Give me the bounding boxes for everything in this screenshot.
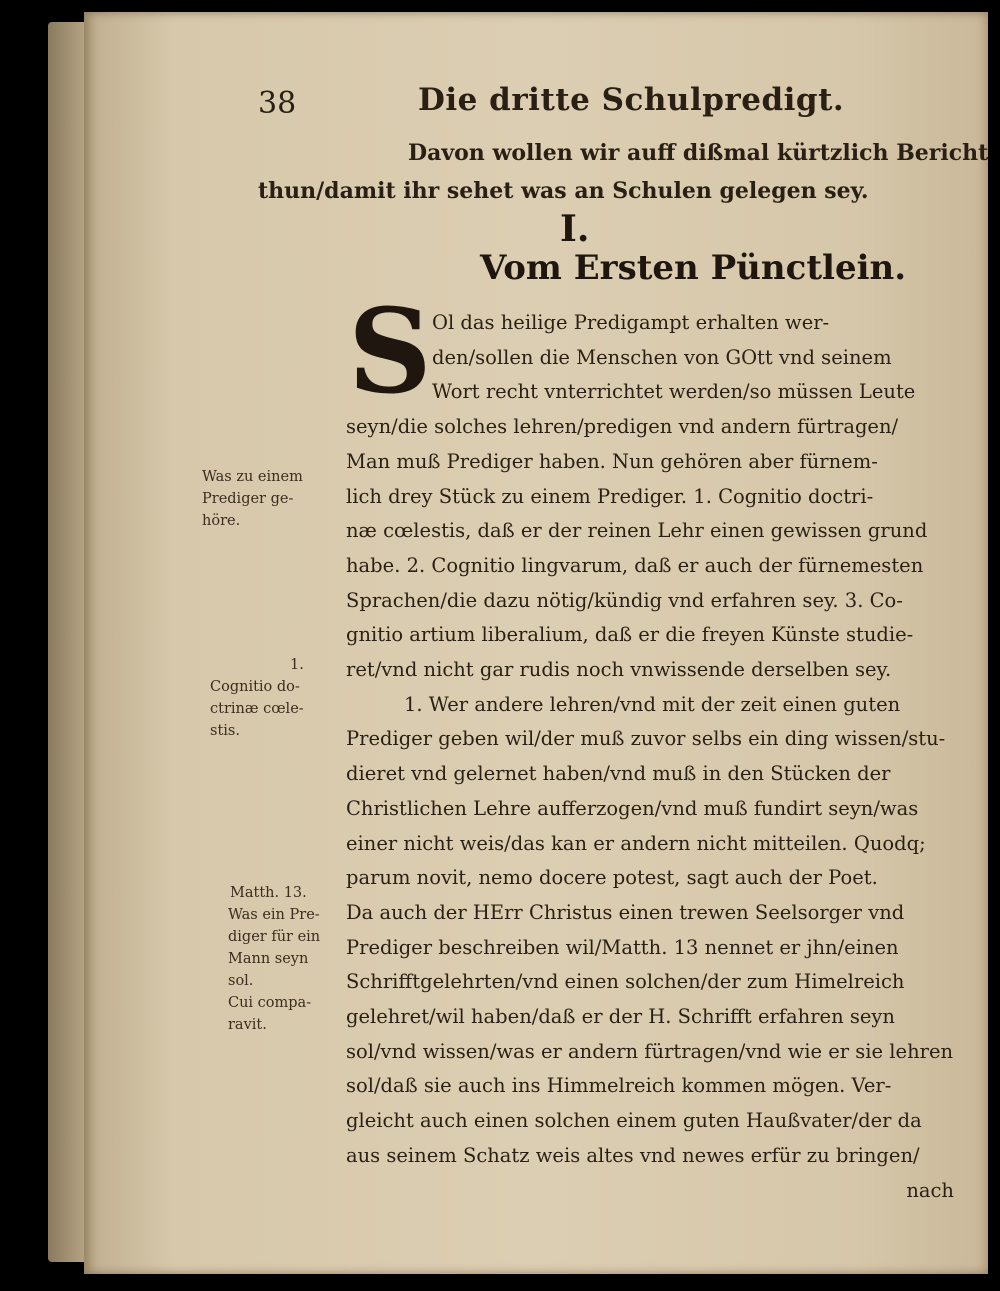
body-line: Ol das heilige Predigampt erhalten wer- (432, 311, 830, 334)
body-line: einer nicht weis/das kan er andern nicht mitteilen. Quodq; (346, 831, 926, 855)
body-line: Man muß Prediger haben. Nun gehören aber fürnem- (346, 449, 878, 473)
margin-note-line: höre. (202, 513, 241, 529)
body-line: sol/vnd wissen/was er andern fürtragen/vnd wie er sie lehren (346, 1039, 954, 1063)
body-line: sol/daß sie auch ins Himmelreich kommen mögen. Ver- (346, 1074, 892, 1098)
margin-note-line: Cognitio do- (210, 679, 300, 695)
body-line: næ cœlestis, daß er der reinen Lehr einen gewissen grund (346, 519, 928, 543)
margin-note-matthew (228, 882, 320, 1036)
body-line: 1. Wer andere lehren/vnd mit der zeit einen guten (404, 692, 901, 716)
intro-line: thun/damit ihr sehet was an Schulen gelegen sey. (258, 178, 869, 204)
margin-note-line: Prediger ge- (202, 491, 294, 507)
margin-note-line: ravit. (228, 1017, 267, 1033)
body-line: den/sollen die Menschen von GOtt vnd seinem (432, 345, 892, 369)
margin-note-line: Matth. 13. (230, 885, 307, 901)
margin-note-line: ctrinæ cœle- (210, 701, 304, 717)
body-line: Wort recht vnterrichtet werden/so müssen Leute (432, 380, 916, 404)
body-line: gnitio artium liberalium, daß er die freyen Künste studie- (346, 623, 914, 647)
body-line: seyn/die solches lehren/predigen vnd andern fürtragen/ (346, 415, 899, 439)
body-line: aus seinem Schatz weis altes vnd newes erfür zu bringen/ (346, 1143, 920, 1167)
margin-note-line: Cui compa- (228, 995, 312, 1011)
body-line: lich drey Stück zu einem Prediger. 1. Cognitio doctri- (346, 484, 874, 508)
body-line: Schrifftgelehrten/vnd einen solchen/der zum Himelreich (346, 970, 905, 994)
running-title: Die dritte Schulpredigt. (418, 82, 845, 118)
section-heading: Vom Ersten Pünctlein. (480, 248, 907, 288)
body-text (346, 306, 970, 1208)
margin-note-line: Mann seyn (228, 951, 309, 967)
page-number: 38 (258, 86, 297, 121)
body-line: Prediger beschreiben wil/Matth. 13 nennet er jhn/einen (346, 935, 899, 959)
section-number: I. (560, 208, 590, 250)
body-line: ret/vnd nicht gar rudis noch vnwissende derselben sey. (346, 658, 892, 682)
body-line: gleicht auch einen solchen einem guten Haußvater/der da (346, 1109, 922, 1133)
body-line: Prediger geben wil/der muß zuvor selbs ein ding wissen/stu- (346, 727, 946, 751)
margin-note-line: Was zu einem (202, 469, 303, 485)
body-line: parum novit, nemo docere potest, sagt auch der Poet. (346, 866, 878, 890)
intro-line: Davon wollen wir auff dißmal kürtzlich Bericht (408, 140, 989, 166)
body-line: habe. 2. Cognitio lingvarum, daß er auch der fürnemesten (346, 553, 924, 577)
catchword: nach (906, 1178, 954, 1202)
body-line: Da auch der HErr Christus einen trewen Seelsorger vnd (346, 900, 905, 924)
margin-note-line: sol. (228, 973, 254, 989)
body-line: Sprachen/die dazu nötig/kündig vnd erfahren sey. 3. Co- (346, 588, 903, 612)
margin-note-line: Was ein Pre- (228, 907, 320, 923)
body-line: Christlichen Lehre aufferzogen/vnd muß fundirt seyn/was (346, 796, 919, 820)
intro-paragraph (258, 134, 989, 210)
drop-cap-initial: S (348, 284, 432, 420)
margin-note-line: diger für ein (228, 929, 321, 945)
body-line: dieret vnd gelernet haben/vnd muß in den Stücken der (346, 762, 891, 786)
page-header (258, 82, 845, 126)
margin-note-line: stis. (210, 723, 240, 739)
margin-note-prediger (202, 466, 303, 532)
body-line: gelehret/wil haben/daß er der H. Schrifft erfahren seyn (346, 1005, 895, 1029)
margin-note-line: 1. (290, 657, 304, 673)
margin-note-cognitio (210, 654, 304, 742)
